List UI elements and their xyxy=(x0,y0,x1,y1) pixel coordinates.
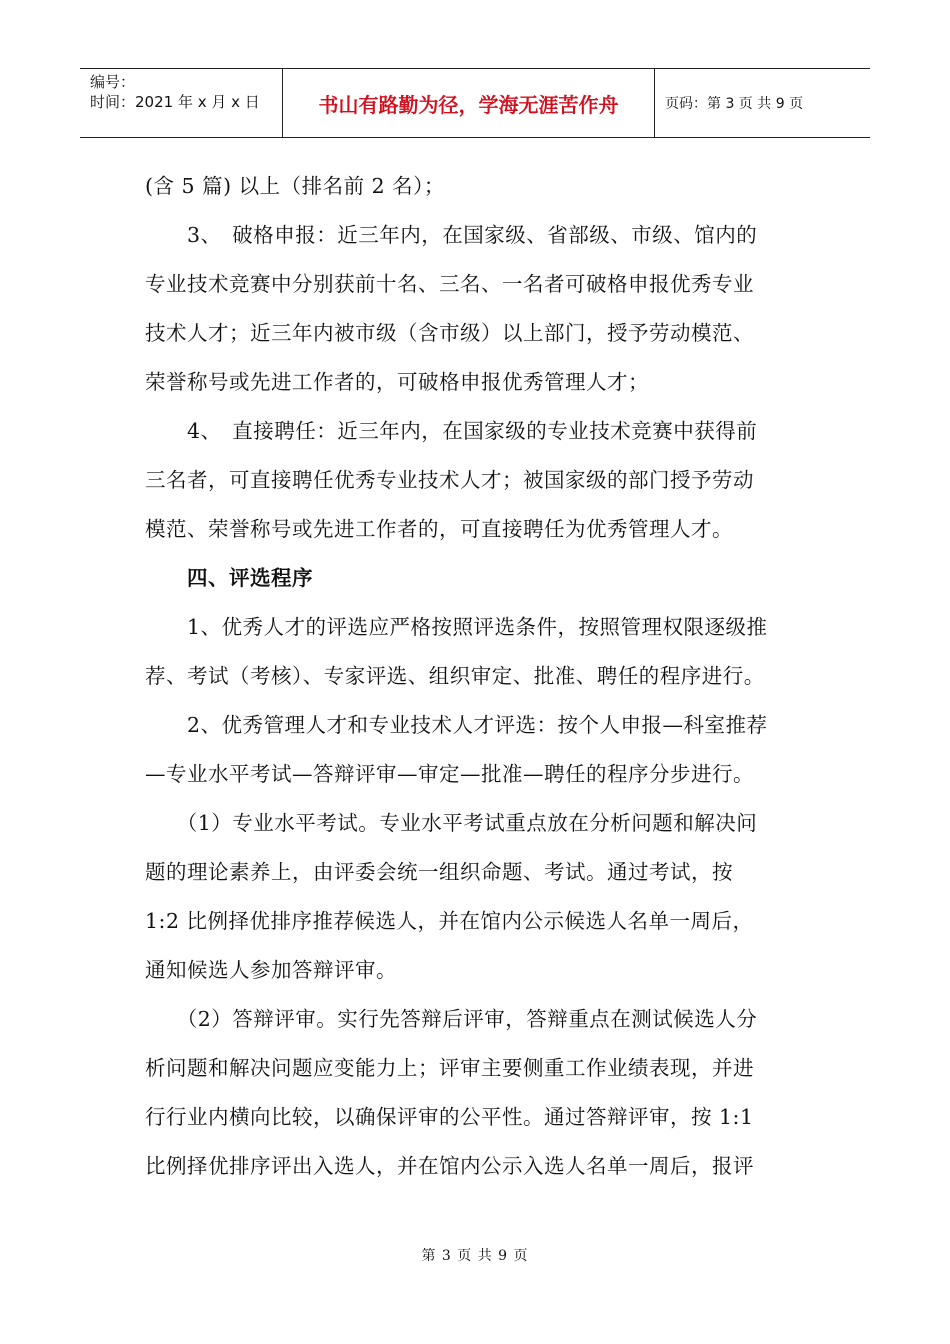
text-line: 比例择优排序评出入选人，并在馆内公示入选人名单一周后，报评 xyxy=(145,1154,754,1178)
page-footer: 第 3 页 共 9 页 xyxy=(421,1248,529,1264)
document-date: 时间：2021 年 x 月 x 日 xyxy=(90,93,260,111)
text-line: 析问题和解决问题应变能力上；评审主要侧重工作业绩表现，并进 xyxy=(145,1056,754,1080)
text-line: 专业技术竞赛中分别获前十名、三名、一名者可破格申报优秀专业 xyxy=(145,272,754,296)
document-body xyxy=(145,162,810,1191)
text-line: 1、优秀人才的评选应严格按照评选条件，按照管理权限逐级推 xyxy=(145,615,768,639)
header-meta xyxy=(80,69,283,137)
text-line: 4、 直接聘任：近三年内，在国家级的专业技术竞赛中获得前 xyxy=(145,419,758,443)
text-line: —专业水平考试—答辩评审—审定—批准—聘任的程序分步进行。 xyxy=(145,762,754,786)
text-line: 荣誉称号或先进工作者的，可破格申报优秀管理人才； xyxy=(145,370,649,394)
text-line: 技术人才；近三年内被市级（含市级）以上部门，授予劳动模范、 xyxy=(145,321,754,345)
text-line: （2）答辩评审。实行先答辩后评审，答辩重点在测试候选人分 xyxy=(145,1007,758,1031)
text-line: 题的理论素养上，由评委会统一组织命题、考试。通过考试，按 xyxy=(145,860,733,884)
text-line: (含 5 篇) 以上（排名前 2 名）； xyxy=(145,174,445,198)
text-line: （1）专业水平考试。专业水平考试重点放在分析问题和解决问 xyxy=(145,811,758,835)
page-header xyxy=(80,68,870,138)
text-line: 三名者，可直接聘任优秀专业技术人才；被国家级的部门授予劳动 xyxy=(145,468,754,492)
text-line: 通知候选人参加答辩评审。 xyxy=(145,958,397,982)
header-motto: 书山有路勤为径，学海无涯苦作舟 xyxy=(283,69,655,137)
header-page-code: 页码：第 3 页 共 9 页 xyxy=(665,96,804,112)
text-line: 行行业内横向比较，以确保评审的公平性。通过答辩评审，按 1:1 xyxy=(145,1105,754,1129)
text-line: 1:2 比例择优排序推荐候选人，并在馆内公示候选人名单一周后， xyxy=(145,909,754,933)
text-line: 2、优秀管理人才和专业技术人才评选：按个人申报—科室推荐 xyxy=(145,713,768,737)
text-line: 模范、荣誉称号或先进工作者的，可直接聘任为优秀管理人才。 xyxy=(145,517,733,541)
document-number-label: 编号： xyxy=(90,73,136,91)
text-line: 荐、考试（考核）、专家评选、组织审定、批准、聘任的程序进行。 xyxy=(145,664,765,688)
text-line: 3、 破格申报：近三年内，在国家级、省部级、市级、馆内的 xyxy=(145,223,758,247)
section-heading: 四、评选程序 xyxy=(145,566,313,590)
